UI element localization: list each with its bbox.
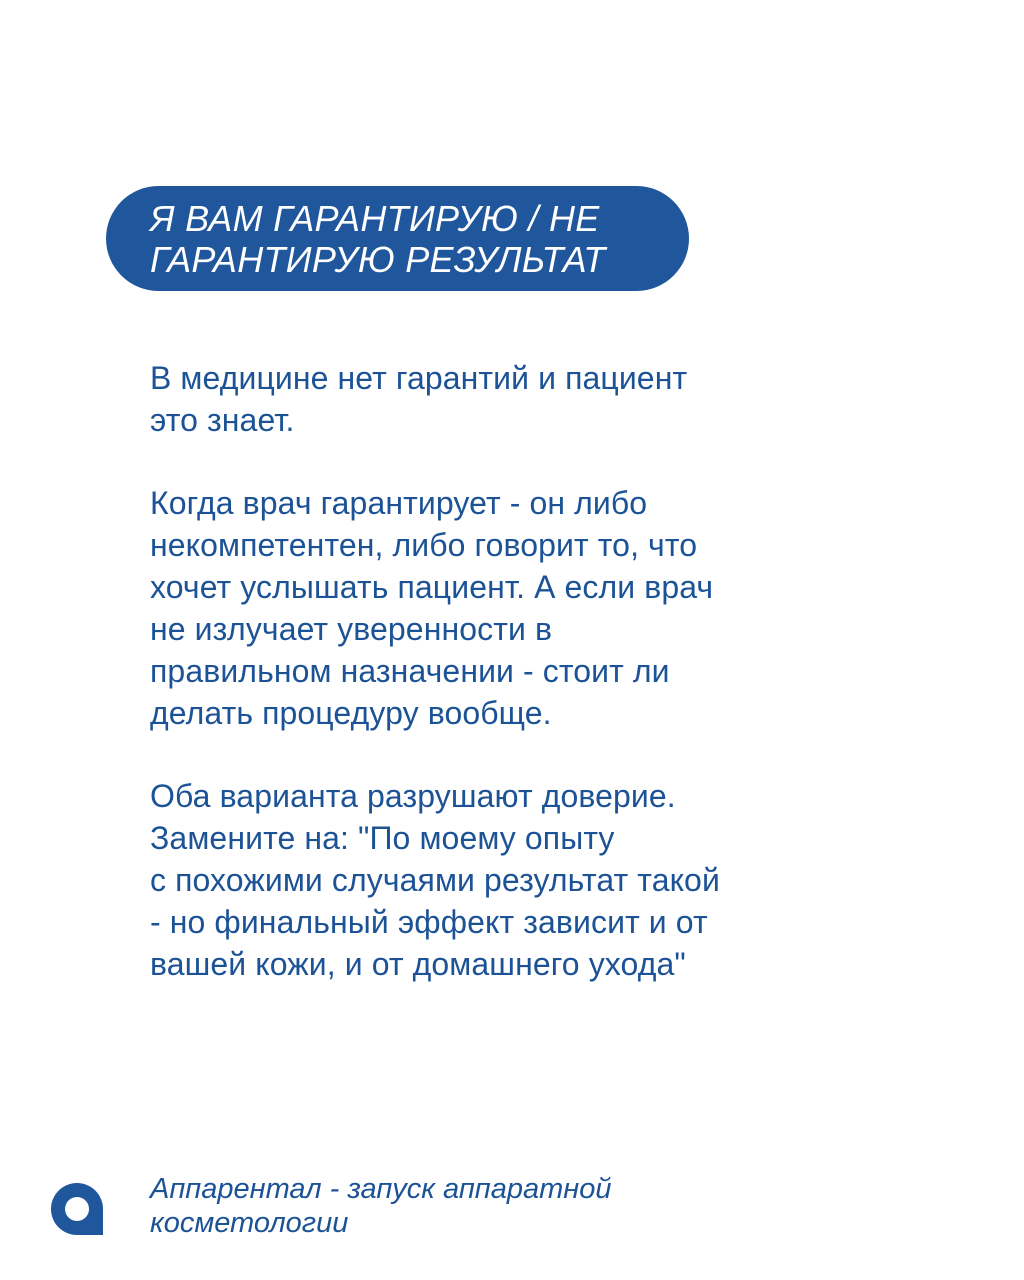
paragraph-line: с похожими случаями результат такой xyxy=(150,862,720,898)
footer-line: косметологии xyxy=(150,1207,349,1239)
paragraph-line: В медицине нет гарантий и пациент xyxy=(150,360,688,396)
paragraph-line: это знает. xyxy=(150,402,295,438)
heading-line: ГАРАНТИРУЮ РЕЗУЛЬТАТ xyxy=(150,239,606,280)
paragraph-line: не излучает уверенности в xyxy=(150,611,553,647)
paragraph-line: Оба варианта разрушают доверие. xyxy=(150,778,676,814)
paragraph-line: делать процедуру вообще. xyxy=(150,695,552,731)
paragraph-line: хочет услышать пациент. А если врач xyxy=(150,569,714,605)
footer-line: Аппарентал - запуск аппаратной xyxy=(150,1173,612,1205)
paragraph-line: правильном назначении - стоит ли xyxy=(150,653,670,689)
paragraph-line: Когда врач гарантирует - он либо xyxy=(150,485,648,521)
paragraph-line: вашей кожи, и от домашнего ухода" xyxy=(150,946,686,982)
paragraph-line: - но финальный эффект зависит и от xyxy=(150,904,708,940)
paragraph xyxy=(150,775,850,985)
paragraph xyxy=(150,482,850,734)
heading-pill xyxy=(106,186,689,291)
heading-line: Я ВАМ ГАРАНТИРУЮ / НЕ xyxy=(150,198,600,239)
brand-a-logo-icon xyxy=(48,1180,106,1238)
paragraph-line: некомпетентен, либо говорит то, что xyxy=(150,527,698,563)
paragraph xyxy=(150,357,850,441)
body-text xyxy=(150,357,850,1026)
footer-caption xyxy=(150,1172,612,1240)
paragraph-line: Замените на: "По моему опыту xyxy=(150,820,615,856)
